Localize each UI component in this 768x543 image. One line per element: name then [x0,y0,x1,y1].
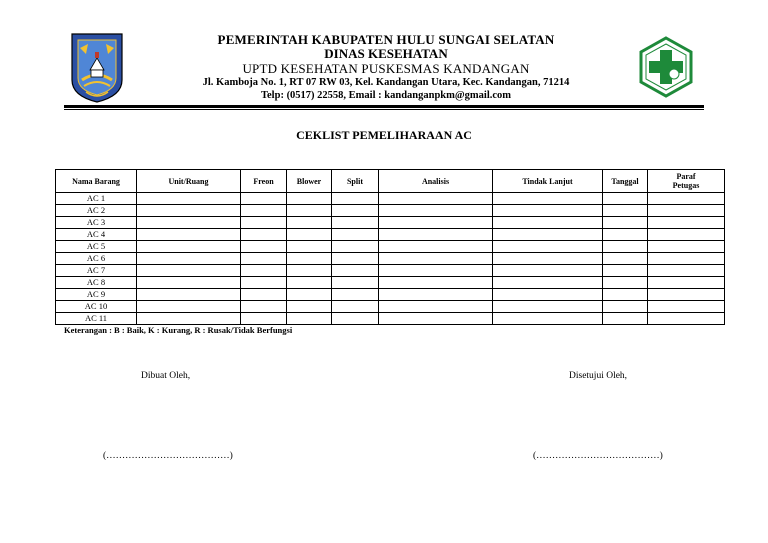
table-row [56,241,725,253]
letterhead-address: Jl. Kamboja No. 1, RT 07 RW 03, Kel. Kandangan Utara, Kec. Kandangan, 71214 [202,77,570,88]
item-name-cell: AC 2 [56,205,137,217]
letterhead-unit: UPTD KESEHATAN PUSKESMAS KANDANGAN [242,61,530,76]
letterhead-government: PEMERINTAH KABUPATEN HULU SUNGAI SELATAN [217,32,555,47]
item-name-cell: AC 7 [56,265,137,277]
prepared-by-label: Dibuat Oleh, [141,371,191,381]
table-row [56,277,725,289]
column-header: Unit/Ruang [137,170,241,193]
letterhead [150,33,622,102]
column-header: Tanggal [603,170,648,193]
legend-note: Keterangan : B : Baik, K : Kurang, R : Rusak/Tidak Berfungsi [64,325,293,335]
item-name-cell: AC 11 [56,313,137,325]
column-header: Tindak Lanjut [493,170,603,193]
item-name-cell: AC 1 [56,193,137,205]
table-row [56,205,725,217]
item-name-cell: AC 6 [56,253,137,265]
column-header: Analisis [379,170,493,193]
table-row [56,313,725,325]
item-name-cell: AC 3 [56,217,137,229]
table-row [56,217,725,229]
puskesmas-cross-icon [638,36,694,98]
table-row [56,253,725,265]
table-row [56,301,725,313]
approved-by-signature-line: (…………………………………) [533,451,663,461]
letterhead-contact: Telp: (0517) 22558, Email : kandanganpkm@gmail.com [260,90,512,101]
letterhead-agency: DINAS KESEHATAN [324,46,448,61]
maintenance-checklist-table [55,169,725,325]
header-rule-thin [64,109,704,110]
item-name-cell: AC 9 [56,289,137,301]
item-name-cell: AC 8 [56,277,137,289]
table-row [56,193,725,205]
table-row [56,289,725,301]
prepared-by-signature-line: (…………………………………) [103,451,233,461]
column-header: Nama Barang [56,170,137,193]
table-row [56,229,725,241]
item-name-cell: AC 4 [56,229,137,241]
table-row [56,265,725,277]
table-header-row [56,170,725,193]
item-name-cell: AC 10 [56,301,137,313]
column-header: Paraf Petugas [648,170,725,193]
column-header: Freon [241,170,287,193]
approved-by-label: Disetujui Oleh, [569,371,628,381]
item-name-cell: AC 5 [56,241,137,253]
column-header: Split [332,170,379,193]
regency-emblem-icon [68,30,126,104]
document-title: CEKLIST PEMELIHARAAN AC [296,128,472,142]
column-header: Blower [287,170,332,193]
header-rule [64,105,704,108]
